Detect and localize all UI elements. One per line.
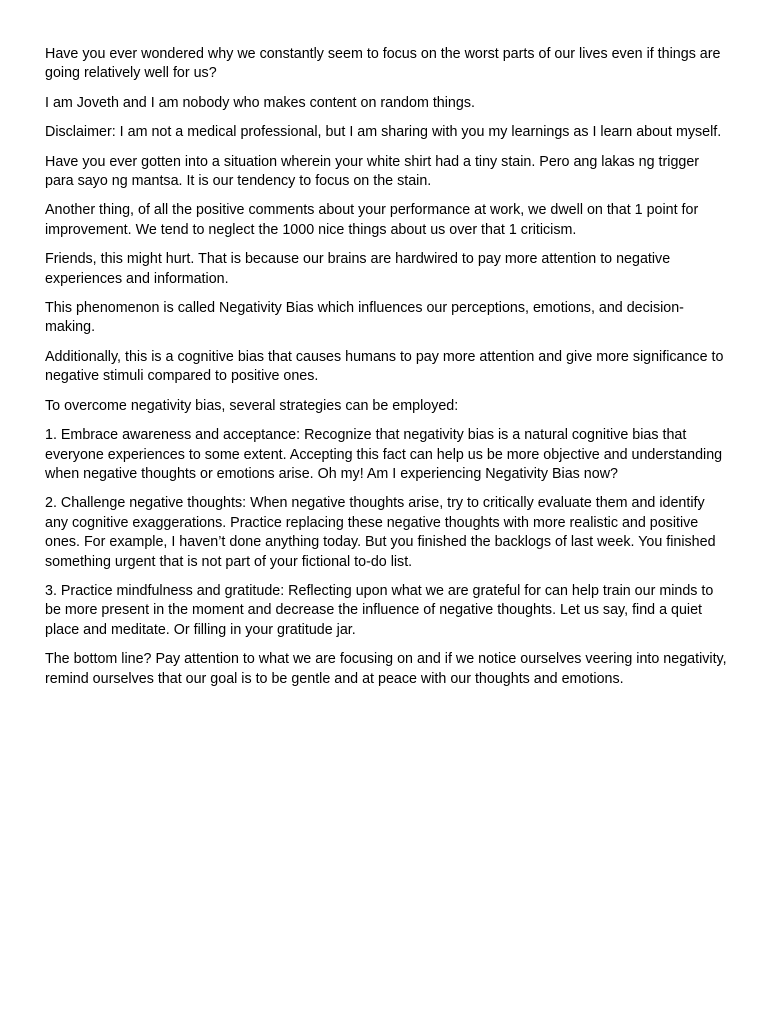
paragraph-strategies-intro: To overcome negativity bias, several strategies can be employed:: [45, 397, 459, 414]
paragraph-work-example: Another thing, of all the positive comments about your performance at work, we dwell on that 1 point for improvement. We tend to neglect the 1000 nice things about us over that 1 criticism.: [45, 202, 699, 238]
paragraph-definition: Additionally, this is a cognitive bias that causes humans to pay more attention and give more significance to negative stimuli compared to positive ones.: [45, 348, 724, 385]
paragraph-stain-example: Have you ever gotten into a situation wherein your white shirt had a tiny stain. Pero ang lakas ng trigger para sayo ng mantsa. It is our tendency to focus on the stain.: [45, 153, 700, 190]
paragraph-strategy-2: 2. Challenge negative thoughts: When negative thoughts arise, try to critically evaluate them and identify any cognitive exaggerations. Practice replacing these negative thoughts with more realistic and positive ones. For example, I haven’t done anything today. But you finished the backlogs of last week. You finished something urgent that is not part of your fictional to-do list.: [45, 495, 716, 570]
paragraph-author-intro: I am Joveth and I am nobody who makes content on random things.: [45, 94, 475, 111]
paragraph-hardwired: Friends, this might hurt. That is because our brains are hardwired to pay more attention to negative experiences and information.: [45, 251, 671, 287]
paragraph-bottom-line: The bottom line? Pay attention to what we are focusing on and if we notice ourselves veering into negativity, remind ourselves that our goal is to be gentle and at peace with our thoughts and emotions.: [45, 651, 727, 687]
document-body: [45, 45, 730, 699]
paragraph-strategy-1: 1. Embrace awareness and acceptance: Recognize that negativity bias is a natural cognitive bias that everyone experiences to some extent. Accepting this fact can help us be more objective and understanding when negative thoughts or emotions arise. Oh my! Am I experiencing Negativity Bias now?: [45, 427, 723, 482]
paragraph-phenomenon: This phenomenon is called Negativity Bias which influences our perceptions, emotions, and decision-making.: [45, 300, 684, 336]
paragraph-intro-question: Have you ever wondered why we constantly seem to focus on the worst parts of our lives even if things are going relatively well for us?: [45, 46, 721, 82]
paragraph-disclaimer: Disclaimer: I am not a medical professional, but I am sharing with you my learnings as I learn about myself.: [45, 124, 722, 141]
paragraph-strategy-3: 3. Practice mindfulness and gratitude: Reflecting upon what we are grateful for can help train our minds to be more present in the moment and decrease the influence of negative thoughts. Let us say, find a quiet place and meditate. Or filling in your gratitude jar.: [45, 582, 714, 638]
